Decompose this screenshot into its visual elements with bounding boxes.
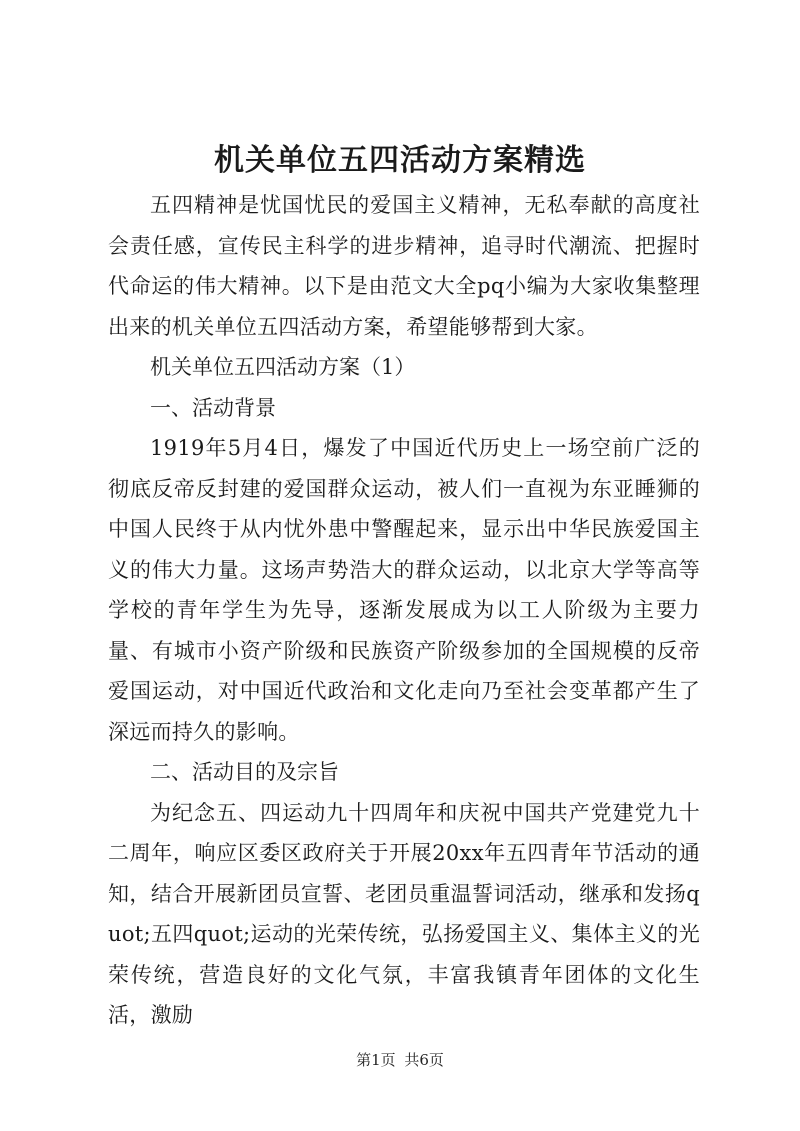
document-title: 机关单位五四活动方案精选 — [214, 143, 586, 178]
document-body — [108, 185, 700, 1036]
purpose-paragraph: 为纪念五、四运动九十四周年和庆祝中国共产党建党九十二周年，响应区委区政府关于开展20xx年五四青年节活动的通知，结合开展新团员宣誓、老团员重温誓词活动，继承和发扬quot;五四quot;运动的光荣传统，弘扬爱国主义、集体主义的光荣传统，营造良好的文化气氛，丰富我镇青年团体的文化生活，激励 — [108, 800, 700, 1027]
section-heading-purpose: 二、活动目的及宗旨 — [150, 760, 339, 784]
page-footer — [0, 1050, 800, 1070]
background-paragraph: 1919年5月4日，爆发了中国近代历史上一场空前广泛的彻底反帝反封建的爱国群众运动，被人们一直视为东亚睡狮的中国人民终于从内忧外患中警醒起来，显示出中华民族爱国主义的伟大力量。这场声势浩大的群众运动，以北京大学等高等学校的青年学生为先导，逐渐发展成为以工人阶级为主要力量、有城市小资产阶级和民族资产阶级参加的全国规模的反帝爱国运动，对中国近代政治和文化走向乃至社会变革都产生了深远而持久的影响。 — [108, 436, 700, 744]
page-number: 第1页 — [356, 1051, 396, 1069]
intro-paragraph: 五四精神是忧国忧民的爱国主义精神，无私奉献的高度社会责任感，宣传民主科学的进步精神，追寻时代潮流、把握时代命运的伟大精神。以下是由范文大全pq小编为大家收集整理出来的机关单位五四活动方案，希望能够帮到大家。 — [108, 193, 700, 339]
section-heading-background: 一、活动背景 — [150, 395, 276, 420]
section-heading-plan-1: 机关单位五四活动方案（1） — [150, 355, 416, 379]
page-total: 共6页 — [404, 1051, 444, 1069]
